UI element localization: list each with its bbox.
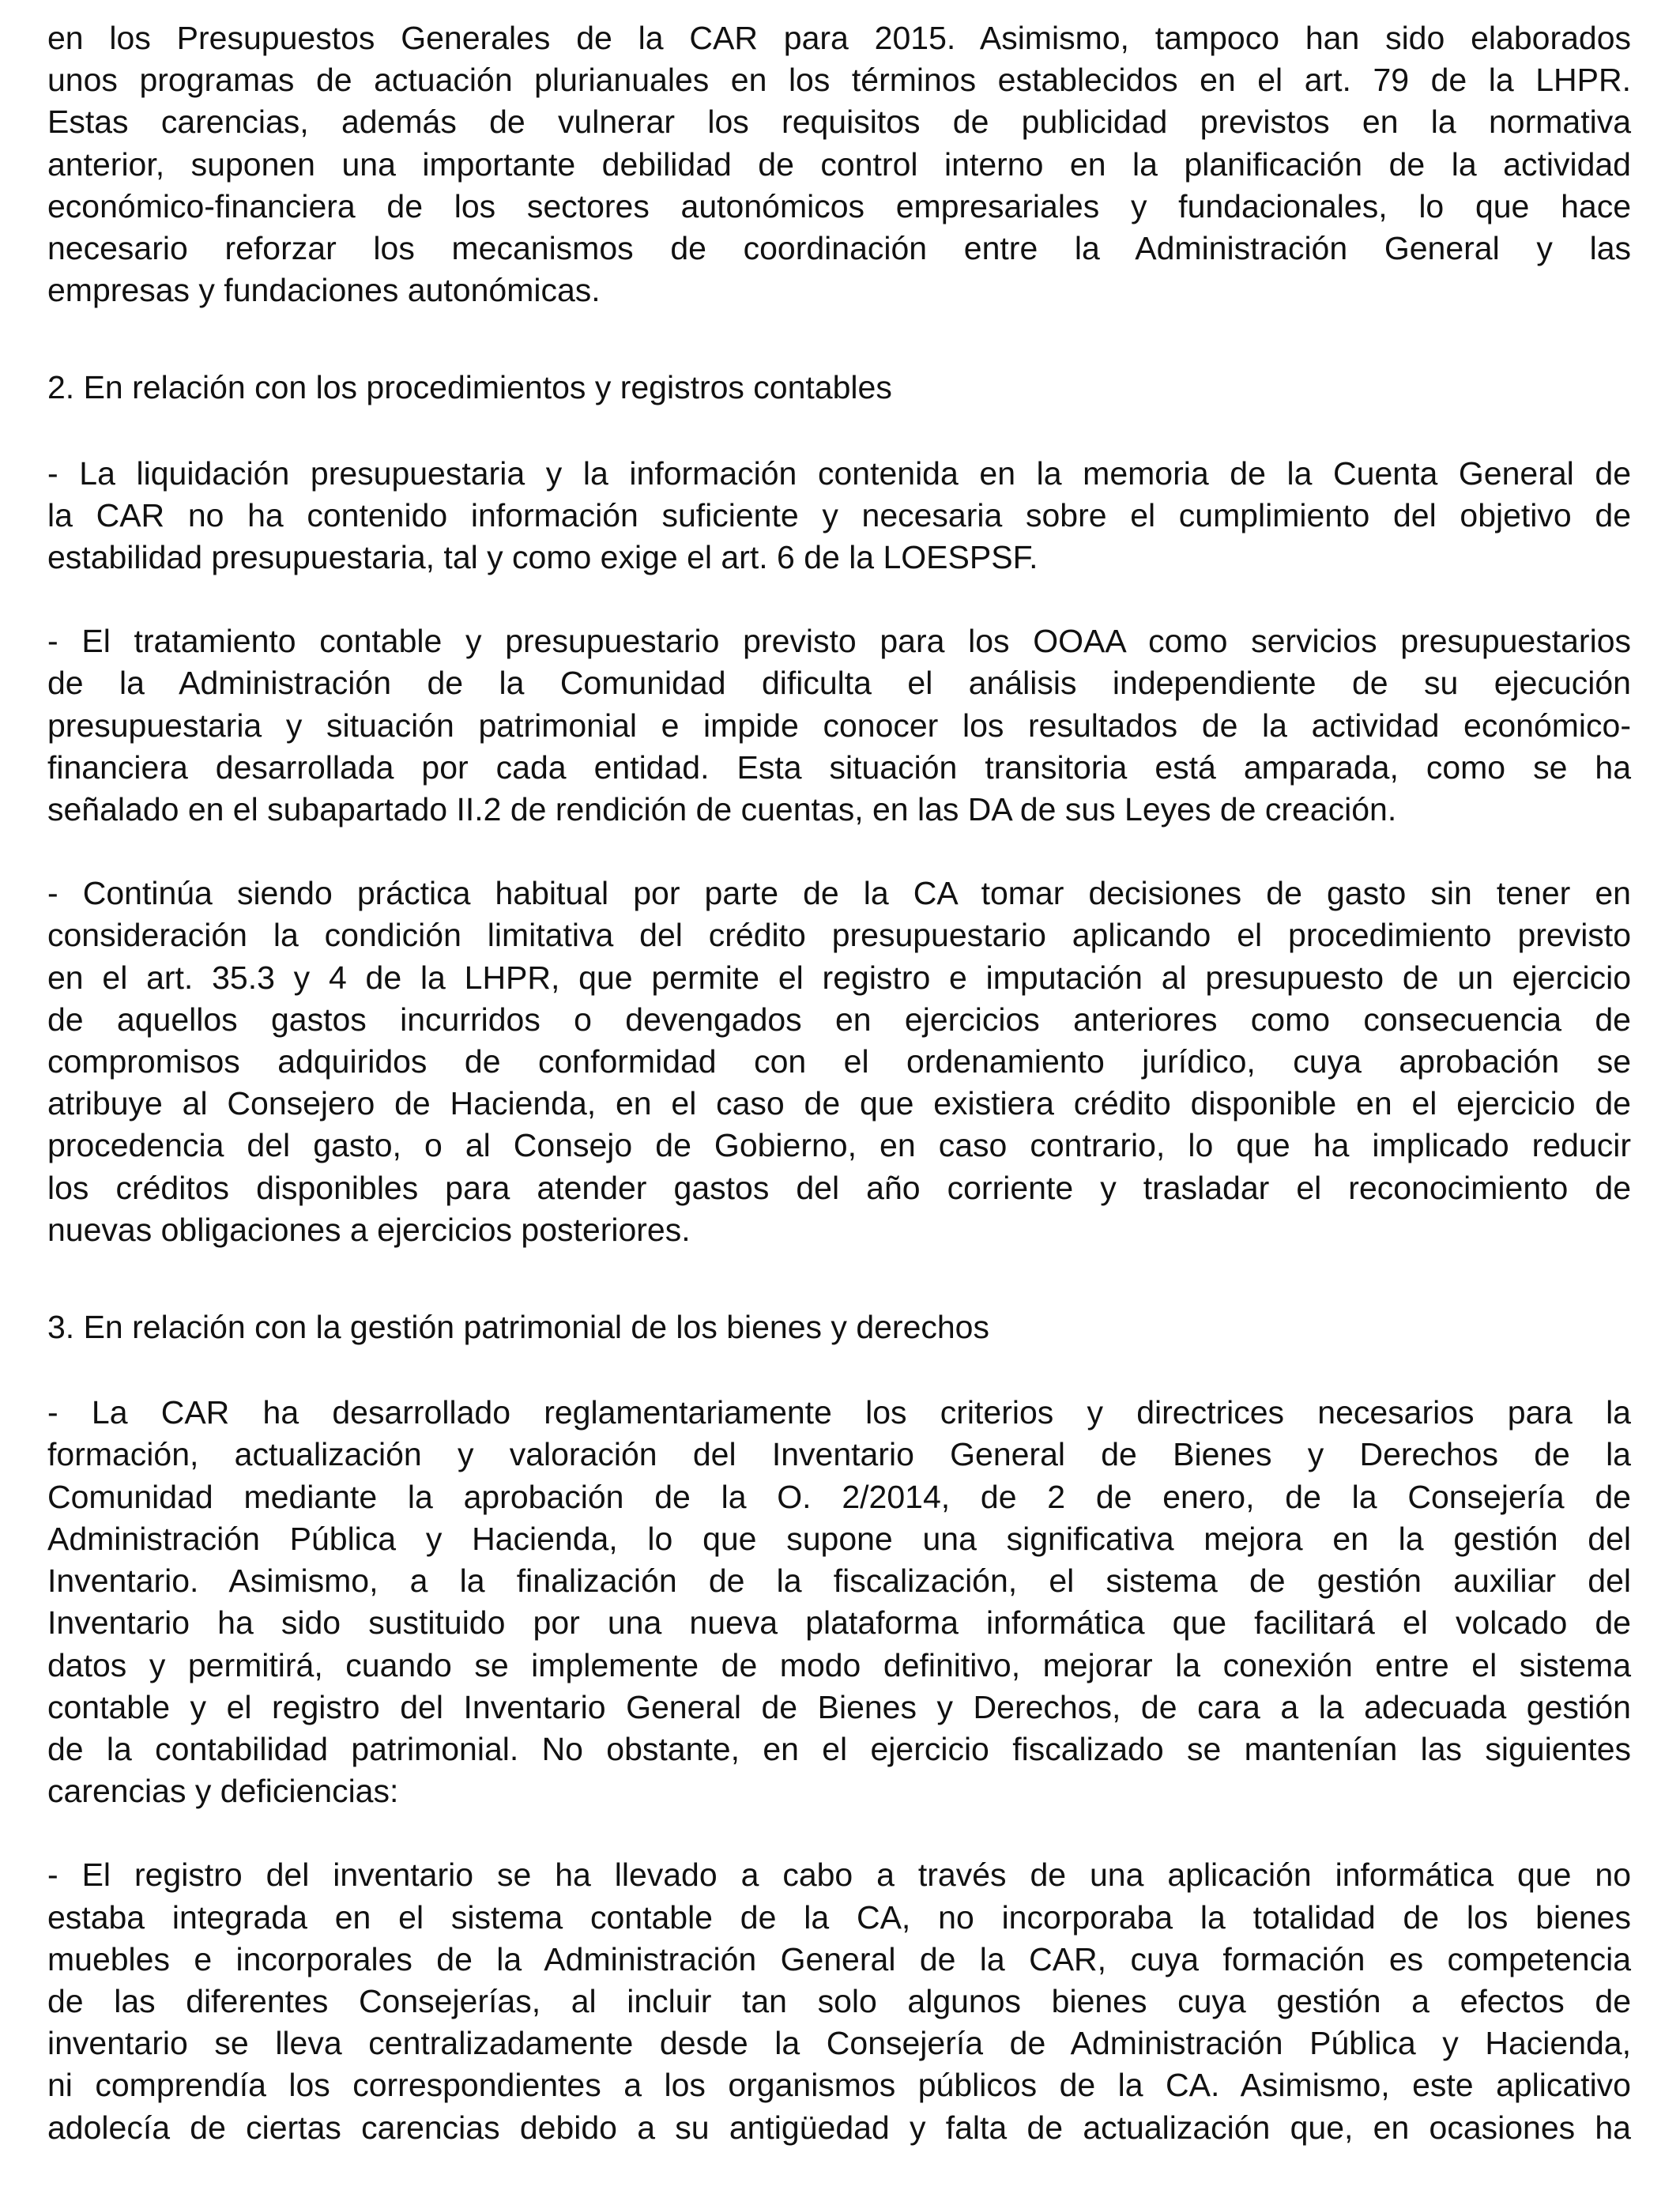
text-line: nuevas obligaciones a ejercicios posteriores.: [47, 1211, 691, 1248]
text-line: inventario se lleva centralizadamente desde la Consejería de Administración Pública y Hacienda,: [47, 2025, 1631, 2062]
text-line: económico-financiera de los sectores autonómicos empresariales y fundacionales, lo que hace: [47, 187, 1631, 224]
text-line: adolecía de ciertas carencias debido a su antigüedad y falta de actualización que, en ocasiones ha: [47, 2109, 1631, 2146]
text-line: de aquellos gastos incurridos o devengados en ejercicios anteriores como consecuencia de: [47, 1001, 1631, 1038]
text-line: necesario reforzar los mecanismos de coordinación entre la Administración General y las: [47, 230, 1631, 267]
paragraph-liquidacion: [47, 453, 1631, 579]
text-line: unos programas de actuación plurianuales en los términos establecidos en el art. 79 de la LHPR.: [47, 62, 1631, 99]
text-line: datos y permitirá, cuando se implemente de modo definitivo, mejorar la conexión entre el sistema: [47, 1646, 1631, 1683]
text-line: carencias y deficiencias:: [47, 1773, 399, 1810]
text-line: en los Presupuestos Generales de la CAR para 2015. Asimismo, tampoco han sido elaborados: [47, 20, 1631, 56]
text-line: anterior, suponen una importante debilidad de control interno en la planificación de la actividad: [47, 145, 1631, 183]
heading-text: 3. En relación con la gestión patrimonial de los bienes y derechos: [47, 1309, 989, 1346]
text-line: muebles e incorporales de la Administración General de la CAR, cuya formación es competencia: [47, 1940, 1631, 1977]
text-line: contable y el registro del Inventario General de Bienes y Derechos, de cara a la adecuada gestión: [47, 1688, 1631, 1725]
text-line: estabilidad presupuestaria, tal y como exige el art. 6 de la LOESPSF.: [47, 539, 1038, 576]
paragraph-car-reglamentario: [47, 1392, 1631, 1812]
text-line: los créditos disponibles para atender gastos del año corriente y trasladar el reconocimiento de: [47, 1169, 1631, 1206]
text-line: financiera desarrollada por cada entidad. Esta situación transitoria está amparada, como se ha: [47, 748, 1631, 786]
text-line: compromisos adquiridos de conformidad con el ordenamiento jurídico, cuya aprobación se: [47, 1043, 1631, 1080]
text-line: la CAR no ha contenido información suficiente y necesaria sobre el cumplimiento del objetivo de: [47, 496, 1631, 533]
text-line: consideración la condición limitativa del crédito presupuestario aplicando el procedimiento previsto: [47, 917, 1631, 954]
text-line: Inventario. Asimismo, a la finalización de la fiscalización, el sistema de gestión auxiliar del: [47, 1563, 1631, 1600]
heading-text: 2. En relación con los procedimientos y registros contables: [47, 369, 892, 406]
text-line: estaba integrada en el sistema contable de la CA, no incorporaba la totalidad de los bienes: [47, 1898, 1631, 1936]
paragraph-tratamiento-ooaa: [47, 620, 1631, 831]
text-line: atribuye al Consejero de Hacienda, en el caso de que existiera crédito disponible en el ejercicio de: [47, 1085, 1631, 1122]
text-line: señalado en el subapartado II.2 de rendición de cuentas, en las DA de sus Leyes de creación.: [47, 791, 1397, 828]
paragraph-practica-habitual: [47, 873, 1631, 1251]
text-line: en el art. 35.3 y 4 de la LHPR, que permite el registro e imputación al presupuesto de un ejercicio: [47, 959, 1631, 996]
text-line: Comunidad mediante la aprobación de la O. 2/2014, de 2 de enero, de la Consejería de: [47, 1478, 1631, 1515]
text-line: de la contabilidad patrimonial. No obstante, en el ejercicio fiscalizado se mantenían las siguientes: [47, 1730, 1631, 1767]
text-line: Administración Pública y Hacienda, lo que supone una significativa mejora en la gestión del: [47, 1520, 1631, 1557]
text-line: Estas carencias, además de vulnerar los requisitos de publicidad previstos en la normativa: [47, 104, 1631, 141]
text-line: - Continúa siendo práctica habitual por parte de la CA tomar decisiones de gasto sin tener en: [47, 875, 1631, 912]
text-line: ni comprendía los correspondientes a los organismos públicos de la CA. Asimismo, este aplicativo: [47, 2067, 1631, 2104]
paragraph-intro-continuation: [47, 17, 1631, 311]
section-heading-2: [47, 367, 1631, 409]
text-line: - El registro del inventario se ha llevado a cabo a través de una aplicación informática que no: [47, 1857, 1631, 1894]
text-line: formación, actualización y valoración del Inventario General de Bienes y Derechos de la: [47, 1436, 1631, 1473]
text-line: procedencia del gasto, o al Consejo de Gobierno, en caso contrario, lo que ha implicado reducir: [47, 1127, 1631, 1164]
paragraph-registro-inventario: [47, 1854, 1631, 2148]
text-line: de la Administración de la Comunidad dificulta el análisis independiente de su ejecución: [47, 665, 1631, 702]
text-line: presupuestaria y situación patrimonial e impide conocer los resultados de la actividad económico-: [47, 707, 1631, 744]
text-line: Inventario ha sido sustituido por una nueva plataforma informática que facilitará el volcado de: [47, 1604, 1631, 1642]
text-line: - La liquidación presupuestaria y la información contenida en la memoria de la Cuenta General de: [47, 454, 1631, 492]
section-heading-3: [47, 1306, 1631, 1348]
text-line: - La CAR ha desarrollado reglamentariamente los criterios y directrices necesarios para la: [47, 1394, 1631, 1431]
text-line: empresas y fundaciones autonómicas.: [47, 272, 601, 309]
text-line: de las diferentes Consejerías, al incluir tan solo algunos bienes cuya gestión a efectos de: [47, 1982, 1631, 2019]
text-line: - El tratamiento contable y presupuestario previsto para los OOAA como servicios presupuestarios: [47, 623, 1631, 660]
